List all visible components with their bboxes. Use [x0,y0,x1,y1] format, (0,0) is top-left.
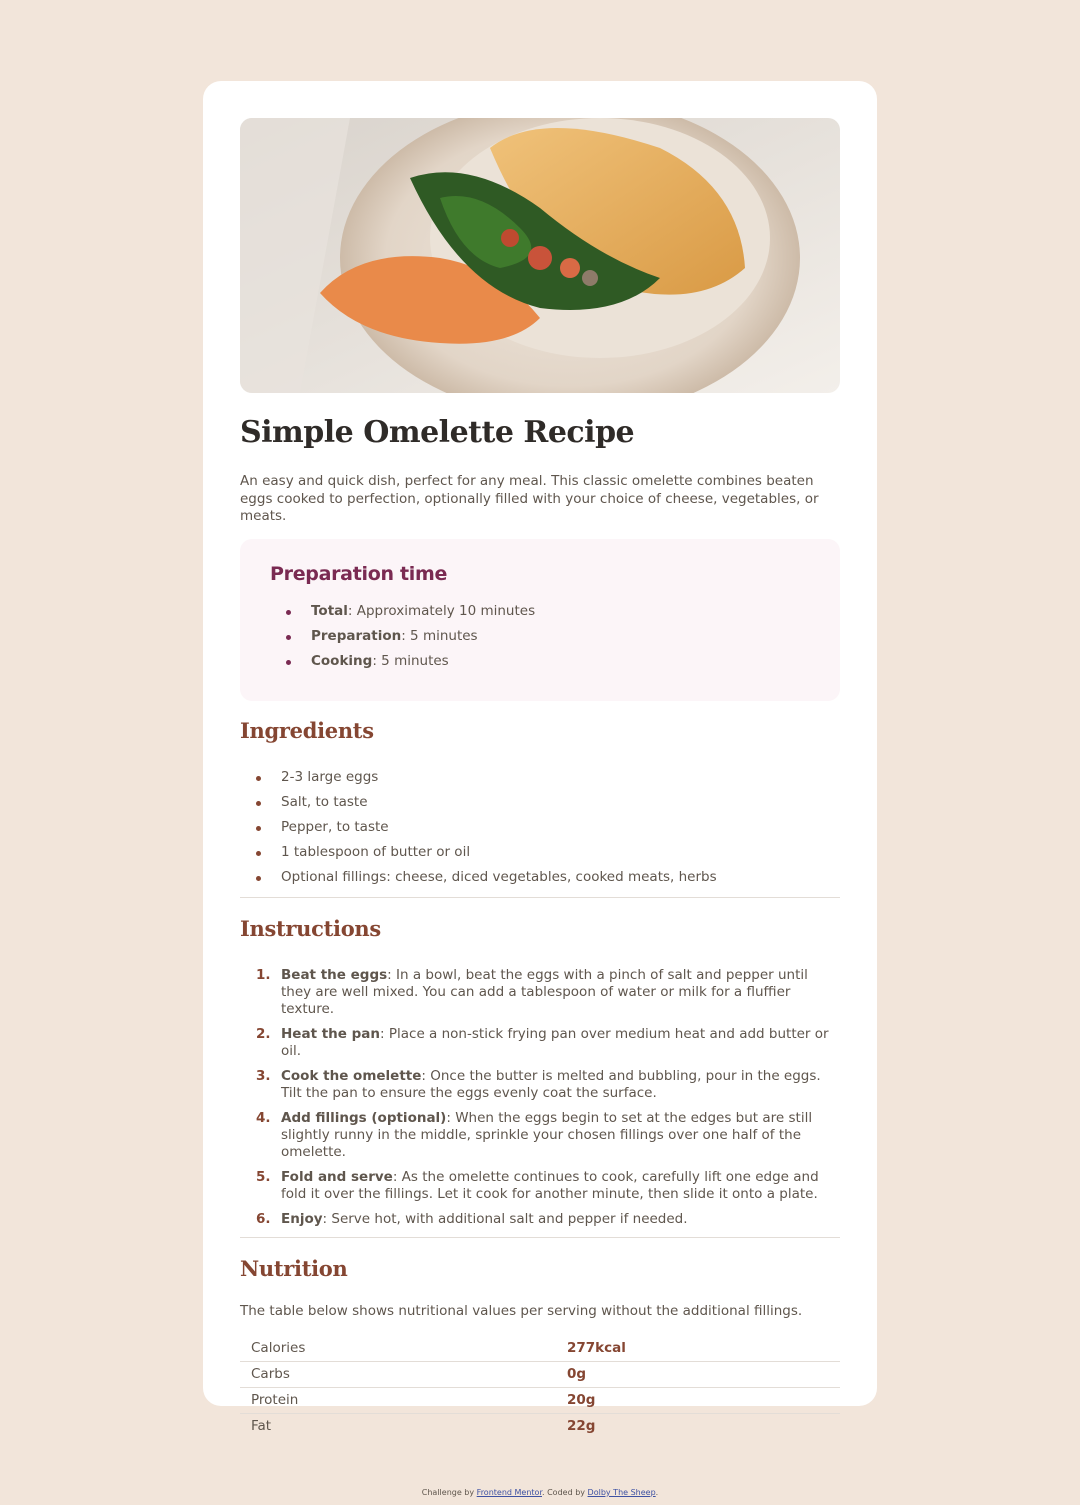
step-number: 5. [256,1168,271,1185]
step-label: Fold and serve [281,1168,393,1185]
recipe-intro: An easy and quick dish, perfect for any meal. This classic omelette combines beaten eggs cooked to perfection, optionally filled with your choice of cheese, vegetables, or meats. [240,473,819,524]
step-text: : Once the butter is melted and bubbling, pour in the eggs. Tilt the pan to ensure the eggs evenly coat the surface. [281,1067,821,1101]
table-row [240,1361,840,1387]
step-text: : In a bowl, beat the eggs with a pinch of salt and pepper until they are well mixed. You can add a tablespoon of water or milk for a fluffier texture. [281,966,808,1017]
instructions-heading: Instructions [240,915,381,941]
bullet-icon [286,660,291,665]
table-row [240,1413,840,1439]
ingredients-section [240,718,840,886]
list-item [240,967,840,1018]
list-item [240,869,840,886]
step-label: Enjoy [281,1210,323,1227]
step-number: 2. [256,1025,271,1042]
nutrient-value: 277kcal [551,1336,840,1362]
step-number: 6. [256,1210,271,1227]
list-item [240,819,840,836]
attribution-footer [0,1488,1080,1497]
ingredient-text: 2-3 large eggs [281,768,379,785]
nutrient-value: 0g [551,1361,840,1387]
ingredient-text: Pepper, to taste [281,818,389,835]
bullet-icon [256,876,261,881]
ingredients-heading: Ingredients [240,717,374,743]
omelette-photo-icon [240,118,840,393]
ingredients-list [240,769,840,886]
bullet-icon [286,635,291,640]
list-item [240,1026,840,1060]
preparation-list [270,603,810,670]
nutrient-name: Fat [251,1418,272,1434]
frontend-mentor-link[interactable]: Frontend Mentor [476,1488,542,1497]
bullet-icon [256,851,261,856]
nutrient-value: 20g [551,1387,840,1413]
list-item [270,628,810,645]
divider [240,1237,840,1238]
step-label: Heat the pan [281,1025,381,1042]
preparation-heading: Preparation time [270,562,448,585]
footer-text: Challenge by [421,1488,477,1497]
prep-label: Preparation [311,627,402,644]
recipe-card [203,81,877,1434]
step-text: : Serve hot, with additional salt and pepper if needed. [322,1210,688,1227]
prep-label: Total [311,602,348,619]
list-item [240,1110,840,1161]
list-item [240,794,840,811]
list-item [240,1211,840,1228]
list-item [240,1068,840,1102]
step-number: 4. [256,1109,271,1126]
omelette-photo [240,118,840,393]
nutrition-description: The table below shows nutritional values per serving without the additional fillings. [240,1302,803,1319]
author-link[interactable]: Dolby The Sheep [587,1488,656,1497]
step-label: Add fillings (optional) [281,1109,447,1126]
nutrition-heading: Nutrition [240,1255,348,1281]
list-item [240,844,840,861]
list-item [240,1169,840,1203]
prep-text: : 5 minutes [401,627,478,644]
table-row [240,1336,840,1362]
step-label: Beat the eggs [281,966,388,983]
list-item [240,769,840,786]
page-title: Simple Omelette Recipe [240,415,635,450]
prep-label: Cooking [311,652,373,669]
footer-text: . [655,1488,659,1497]
nutrient-value: 22g [567,1418,596,1434]
step-number: 1. [256,966,271,983]
list-item [270,653,810,670]
instructions-list [240,967,840,1228]
ingredient-text: Salt, to taste [281,793,368,810]
prep-text: : Approximately 10 minutes [347,602,536,619]
nutrient-name: Carbs [240,1361,551,1387]
list-item [270,603,810,620]
bullet-icon [256,801,261,806]
divider [240,897,840,898]
bullet-icon [256,826,261,831]
instructions-section [240,916,840,1228]
nutrition-table [240,1336,840,1439]
step-text: : As the omelette continues to cook, carefully lift one edge and fold it over the fillings. Let it cook for another minute, then slide it onto a plate. [281,1168,819,1202]
preparation-time-box [240,539,840,701]
ingredient-text: Optional fillings: cheese, diced vegetables, cooked meats, herbs [281,868,717,885]
step-text: : When the eggs begin to set at the edges but are still slightly runny in the middle, sprinkle your chosen fillings over one half of the omelette. [281,1109,813,1160]
footer-text: . Coded by [542,1488,588,1497]
bullet-icon [286,610,291,615]
nutrient-name: Protein [240,1387,551,1413]
prep-text: : 5 minutes [372,652,449,669]
nutrition-section [240,1256,840,1439]
step-text: : Place a non-stick frying pan over medium heat and add butter or oil. [281,1025,829,1059]
bullet-icon [256,776,261,781]
step-number: 3. [256,1067,271,1084]
nutrient-name: Calories [240,1336,551,1362]
ingredient-text: 1 tablespoon of butter or oil [281,843,471,860]
table-row [240,1387,840,1413]
step-label: Cook the omelette [281,1067,422,1084]
